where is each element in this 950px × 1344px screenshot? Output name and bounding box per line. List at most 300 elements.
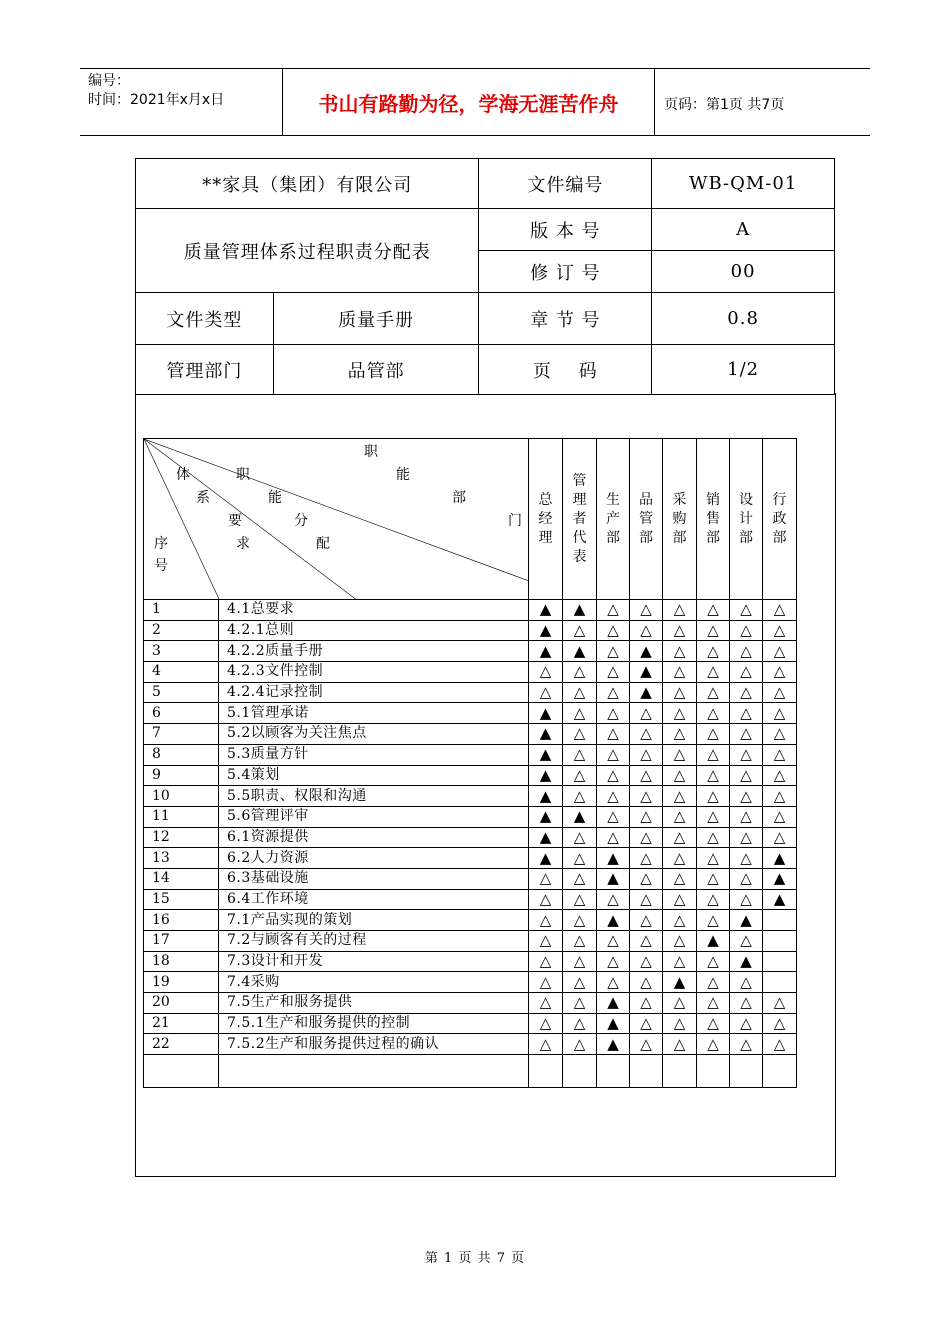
responsibility-mark: △ (730, 786, 763, 807)
responsibility-mark (763, 951, 797, 972)
empty-cell (663, 1055, 697, 1088)
responsibility-mark: △ (730, 993, 763, 1014)
section-label: 章 节 号 (479, 293, 652, 345)
responsibility-mark: △ (697, 806, 730, 827)
responsibility-mark: △ (663, 600, 697, 621)
responsibility-mark: ▲ (529, 786, 563, 807)
responsibility-mark (763, 910, 797, 931)
empty-cell (597, 1055, 630, 1088)
corner-word: 要 (228, 513, 242, 529)
matrix-row (144, 889, 797, 910)
corner-word: 门 (508, 513, 522, 529)
responsibility-mark: △ (563, 682, 597, 703)
responsibility-mark: △ (597, 765, 630, 786)
responsibility-mark: △ (730, 765, 763, 786)
responsibility-mark: △ (529, 868, 563, 889)
responsibility-mark: △ (663, 806, 697, 827)
responsibility-mark: △ (730, 662, 763, 683)
matrix-row (144, 724, 797, 745)
responsibility-mark: △ (697, 827, 730, 848)
responsibility-mark: △ (597, 806, 630, 827)
matrix-row (144, 765, 797, 786)
corner-word: 配 (316, 536, 330, 552)
responsibility-mark: △ (630, 765, 663, 786)
responsibility-mark: △ (630, 889, 663, 910)
empty-cell (563, 1055, 597, 1088)
matrix-row (144, 827, 797, 848)
responsibility-mark: △ (663, 931, 697, 952)
requirement-clause: 4.2.4记录控制 (219, 682, 529, 703)
matrix-row (144, 806, 797, 827)
responsibility-mark: ▲ (563, 641, 597, 662)
responsibility-mark: △ (763, 993, 797, 1014)
row-number: 13 (144, 848, 219, 869)
requirement-clause: 7.3设计和开发 (219, 951, 529, 972)
requirement-clause: 5.3质量方针 (219, 744, 529, 765)
banner-motto: 书山有路勤为径，学海无涯苦作舟 (318, 92, 619, 116)
corner-word: 能 (396, 467, 410, 483)
document-header-table (135, 158, 835, 395)
responsibility-mark: △ (663, 848, 697, 869)
empty-cell (730, 1055, 763, 1088)
responsibility-mark: △ (663, 1034, 697, 1055)
matrix-row (144, 641, 797, 662)
responsibility-mark: △ (763, 744, 797, 765)
responsibility-mark: ▲ (529, 806, 563, 827)
responsibility-mark: △ (763, 786, 797, 807)
responsibility-mark: △ (529, 1013, 563, 1034)
matrix-corner-header (144, 439, 529, 600)
requirement-clause: 6.2人力资源 (219, 848, 529, 869)
empty-cell (630, 1055, 663, 1088)
row-number: 22 (144, 1034, 219, 1055)
responsibility-mark: △ (563, 848, 597, 869)
empty-cell (529, 1055, 563, 1088)
dept-header (630, 439, 663, 600)
requirement-clause: 5.6管理评审 (219, 806, 529, 827)
banner-number-label: 编号： (88, 73, 130, 89)
responsibility-mark: △ (597, 786, 630, 807)
matrix-row (144, 972, 797, 993)
responsibility-mark: △ (763, 682, 797, 703)
requirement-clause: 7.5.2生产和服务提供过程的确认 (219, 1034, 529, 1055)
responsibility-mark: ▲ (597, 1013, 630, 1034)
responsibility-mark: △ (597, 682, 630, 703)
requirement-clause: 5.1管理承诺 (219, 703, 529, 724)
responsibility-mark: △ (563, 931, 597, 952)
responsibility-mark: △ (630, 951, 663, 972)
matrix-row (144, 848, 797, 869)
requirement-clause: 5.4策划 (219, 765, 529, 786)
dept-header-label: 采购部 (672, 491, 687, 546)
responsibility-mark: △ (763, 806, 797, 827)
dept-header (697, 439, 730, 600)
responsibility-mark: △ (597, 827, 630, 848)
responsibility-mark: △ (563, 868, 597, 889)
dept-header (663, 439, 697, 600)
responsibility-mark: △ (597, 951, 630, 972)
dept-header-label: 总经理 (538, 491, 553, 546)
responsibility-mark: △ (663, 662, 697, 683)
responsibility-mark: △ (597, 662, 630, 683)
responsibility-mark: △ (597, 620, 630, 641)
responsibility-mark: △ (763, 641, 797, 662)
version-label: 版 本 号 (479, 209, 652, 251)
dept-header (597, 439, 630, 600)
responsibility-mark: △ (763, 703, 797, 724)
responsibility-mark: △ (763, 765, 797, 786)
responsibility-mark: ▲ (529, 848, 563, 869)
banner-top-rule (80, 68, 870, 69)
row-number: 11 (144, 806, 219, 827)
responsibility-mark: ▲ (597, 993, 630, 1014)
responsibility-mark: ▲ (597, 910, 630, 931)
revision-label: 修 订 号 (479, 251, 652, 293)
responsibility-mark: △ (697, 868, 730, 889)
row-number: 14 (144, 868, 219, 889)
responsibility-mark: △ (563, 993, 597, 1014)
row-number: 21 (144, 1013, 219, 1034)
responsibility-mark: △ (663, 951, 697, 972)
page-label: 页 码 (479, 345, 652, 395)
responsibility-mark: △ (697, 620, 730, 641)
responsibility-mark: △ (730, 972, 763, 993)
row-number: 3 (144, 641, 219, 662)
responsibility-mark: △ (563, 1013, 597, 1034)
responsibility-mark: △ (730, 682, 763, 703)
dept-header (730, 439, 763, 600)
responsibility-mark: △ (563, 889, 597, 910)
responsibility-mark: △ (663, 868, 697, 889)
responsibility-mark: △ (630, 1034, 663, 1055)
responsibility-mark: △ (697, 765, 730, 786)
responsibility-mark: △ (730, 868, 763, 889)
responsibility-mark: △ (697, 786, 730, 807)
responsibility-mark: △ (529, 951, 563, 972)
responsibility-mark: ▲ (529, 744, 563, 765)
responsibility-mark: △ (563, 620, 597, 641)
responsibility-mark: △ (697, 910, 730, 931)
responsibility-mark: ▲ (763, 868, 797, 889)
responsibility-mark: ▲ (630, 662, 663, 683)
responsibility-mark: △ (730, 827, 763, 848)
responsibility-mark: △ (563, 1034, 597, 1055)
dept-header (563, 439, 597, 600)
row-number: 9 (144, 765, 219, 786)
requirement-clause: 5.2以顾客为关注焦点 (219, 724, 529, 745)
corner-word: 职 (364, 444, 378, 460)
responsibility-mark: △ (630, 724, 663, 745)
responsibility-mark: △ (563, 910, 597, 931)
matrix-row-empty (144, 1055, 797, 1088)
responsibility-mark (763, 931, 797, 952)
corner-word: 体 (176, 467, 190, 483)
responsibility-mark: △ (697, 641, 730, 662)
responsibility-mark: △ (563, 765, 597, 786)
responsibility-mark: △ (763, 662, 797, 683)
responsibility-mark: △ (730, 931, 763, 952)
matrix-row (144, 931, 797, 952)
dept-header-label: 销售部 (706, 491, 720, 546)
matrix-row (144, 910, 797, 931)
responsibility-mark: ▲ (663, 972, 697, 993)
row-number: 15 (144, 889, 219, 910)
row-number: 4 (144, 662, 219, 683)
dept-header-label: 设计部 (739, 491, 753, 546)
responsibility-mark: △ (597, 703, 630, 724)
responsibility-mark: △ (730, 600, 763, 621)
responsibility-mark: △ (630, 620, 663, 641)
matrix-row (144, 744, 797, 765)
responsibility-mark: △ (563, 744, 597, 765)
row-number: 5 (144, 682, 219, 703)
responsibility-mark: △ (597, 641, 630, 662)
responsibility-mark: △ (697, 848, 730, 869)
responsibility-mark: △ (630, 931, 663, 952)
responsibility-mark: △ (663, 744, 697, 765)
responsibility-mark: △ (697, 993, 730, 1014)
empty-cell (697, 1055, 730, 1088)
responsibility-mark: △ (630, 806, 663, 827)
matrix-row (144, 951, 797, 972)
requirement-clause: 7.4采购 (219, 972, 529, 993)
requirement-clause: 6.4工作环境 (219, 889, 529, 910)
dept-header-label: 品管部 (639, 491, 653, 546)
responsibility-mark: △ (697, 744, 730, 765)
responsibility-mark: ▲ (730, 910, 763, 931)
responsibility-mark: ▲ (563, 806, 597, 827)
responsibility-mark: △ (763, 724, 797, 745)
requirement-clause: 4.2.3文件控制 (219, 662, 529, 683)
matrix-row (144, 662, 797, 683)
responsibility-mark: △ (697, 972, 730, 993)
responsibility-mark: △ (630, 972, 663, 993)
requirement-clause: 6.1资源提供 (219, 827, 529, 848)
responsibility-mark: △ (563, 951, 597, 972)
corner-diagonals (144, 439, 529, 599)
responsibility-mark: △ (630, 848, 663, 869)
doc-no-value: WB-QM-01 (652, 159, 835, 209)
responsibility-mark: △ (697, 703, 730, 724)
row-number: 7 (144, 724, 219, 745)
revision-value: 00 (652, 251, 835, 293)
row-number: 20 (144, 993, 219, 1014)
matrix-row (144, 1013, 797, 1034)
responsibility-mark: △ (730, 620, 763, 641)
responsibility-mark: △ (663, 724, 697, 745)
row-number: 12 (144, 827, 219, 848)
responsibility-mark: △ (663, 786, 697, 807)
responsibility-mark: △ (663, 1013, 697, 1034)
responsibility-mark: △ (597, 931, 630, 952)
responsibility-mark: ▲ (529, 703, 563, 724)
corner-word: 序 (154, 536, 168, 552)
corner-word: 求 (236, 536, 250, 552)
document-title: 质量管理体系过程职责分配表 (136, 209, 479, 293)
requirement-clause: 4.2.1总则 (219, 620, 529, 641)
responsibility-mark: △ (597, 600, 630, 621)
responsibility-mark: △ (630, 744, 663, 765)
row-number: 16 (144, 910, 219, 931)
dept-label: 管理部门 (136, 345, 274, 395)
responsibility-mark: △ (529, 931, 563, 952)
responsibility-mark: △ (630, 910, 663, 931)
responsibility-mark: △ (630, 703, 663, 724)
responsibility-mark: ▲ (529, 765, 563, 786)
responsibility-mark: △ (563, 972, 597, 993)
row-number: 2 (144, 620, 219, 641)
requirement-clause: 6.3基础设施 (219, 868, 529, 889)
responsibility-mark: ▲ (563, 600, 597, 621)
company-name: **家具（集团）有限公司 (136, 159, 479, 209)
responsibility-mark: △ (763, 1013, 797, 1034)
responsibility-mark: ▲ (630, 641, 663, 662)
responsibility-mark: △ (697, 1013, 730, 1034)
doc-no-label: 文件编号 (479, 159, 652, 209)
empty-cell (144, 1055, 219, 1088)
responsibility-mark: △ (630, 600, 663, 621)
dept-header-label: 生产部 (606, 491, 620, 546)
responsibility-mark: △ (763, 620, 797, 641)
row-number: 17 (144, 931, 219, 952)
matrix-row (144, 1034, 797, 1055)
responsibility-mark: △ (563, 786, 597, 807)
responsibility-mark: △ (663, 889, 697, 910)
responsibility-mark: △ (763, 1034, 797, 1055)
responsibility-mark: △ (663, 620, 697, 641)
responsibility-mark: △ (563, 724, 597, 745)
responsibility-mark: △ (730, 744, 763, 765)
corner-word: 部 (452, 490, 466, 506)
responsibility-mark: △ (697, 724, 730, 745)
responsibility-mark: △ (630, 827, 663, 848)
empty-cell (219, 1055, 529, 1088)
row-number: 18 (144, 951, 219, 972)
responsibility-mark: ▲ (730, 951, 763, 972)
responsibility-mark: △ (597, 889, 630, 910)
file-type-value: 质量手册 (273, 293, 479, 345)
section-value: 0.8 (652, 293, 835, 345)
row-number: 6 (144, 703, 219, 724)
responsibility-mark: △ (529, 682, 563, 703)
dept-header (763, 439, 797, 600)
dept-header-label: 管理者代表 (572, 472, 587, 565)
corner-word: 系 (196, 490, 210, 506)
responsibility-mark: △ (730, 889, 763, 910)
responsibility-mark: △ (697, 951, 730, 972)
row-number: 8 (144, 744, 219, 765)
responsibility-mark: △ (563, 827, 597, 848)
responsibility-mark: △ (663, 641, 697, 662)
requirement-clause: 7.2与顾客有关的过程 (219, 931, 529, 952)
responsibility-mark: ▲ (529, 827, 563, 848)
dept-header (529, 439, 563, 600)
responsibility-mark: △ (697, 682, 730, 703)
row-number: 1 (144, 600, 219, 621)
banner-bottom-rule (80, 135, 870, 136)
responsibility-mark: △ (630, 868, 663, 889)
corner-word: 分 (294, 513, 308, 529)
responsibility-mark: △ (730, 848, 763, 869)
matrix-row (144, 993, 797, 1014)
dept-value: 品管部 (273, 345, 479, 395)
responsibility-mark: △ (663, 682, 697, 703)
requirement-clause: 4.1总要求 (219, 600, 529, 621)
responsibility-mark: ▲ (630, 682, 663, 703)
responsibility-mark: △ (730, 1034, 763, 1055)
row-number: 19 (144, 972, 219, 993)
corner-word: 号 (154, 558, 168, 574)
responsibility-mark: ▲ (697, 931, 730, 952)
responsibility-matrix (143, 438, 797, 1088)
responsibility-mark: ▲ (597, 868, 630, 889)
matrix-row (144, 786, 797, 807)
matrix-row (144, 682, 797, 703)
responsibility-mark: △ (630, 993, 663, 1014)
responsibility-mark: △ (597, 724, 630, 745)
corner-word: 能 (268, 490, 282, 506)
responsibility-mark: ▲ (529, 641, 563, 662)
responsibility-mark: △ (663, 703, 697, 724)
matrix-row (144, 703, 797, 724)
responsibility-mark: △ (697, 600, 730, 621)
responsibility-mark: △ (730, 703, 763, 724)
requirement-clause: 7.5生产和服务提供 (219, 993, 529, 1014)
requirement-clause: 4.2.2质量手册 (219, 641, 529, 662)
banner-page-label: 页码：第1页 共7页 (664, 97, 785, 113)
responsibility-mark: ▲ (763, 848, 797, 869)
responsibility-mark: △ (529, 1034, 563, 1055)
responsibility-mark: △ (563, 703, 597, 724)
page-value: 1/2 (652, 345, 835, 395)
matrix-row (144, 620, 797, 641)
banner-divider-right (654, 68, 655, 136)
responsibility-mark: △ (730, 724, 763, 745)
requirement-clause: 5.5职责、权限和沟通 (219, 786, 529, 807)
responsibility-mark: △ (763, 600, 797, 621)
requirement-clause: 7.1产品实现的策划 (219, 910, 529, 931)
matrix-row (144, 868, 797, 889)
responsibility-mark: △ (630, 786, 663, 807)
responsibility-mark: ▲ (763, 889, 797, 910)
page-footer: 第 1 页 共 7 页 (424, 1251, 526, 1266)
version-value: A (652, 209, 835, 251)
file-type-label: 文件类型 (136, 293, 274, 345)
responsibility-mark: △ (697, 662, 730, 683)
responsibility-mark (763, 972, 797, 993)
corner-word: 职 (236, 467, 250, 483)
dept-header-label: 行政部 (772, 491, 787, 546)
matrix-row (144, 600, 797, 621)
empty-cell (763, 1055, 797, 1088)
responsibility-mark: △ (730, 1013, 763, 1034)
banner-date-label: 时间：2021年x月x日 (88, 92, 225, 108)
responsibility-mark: △ (663, 827, 697, 848)
responsibility-mark: △ (529, 972, 563, 993)
responsibility-mark: △ (697, 1034, 730, 1055)
responsibility-mark: ▲ (529, 600, 563, 621)
responsibility-mark: △ (563, 662, 597, 683)
responsibility-mark: △ (597, 744, 630, 765)
responsibility-mark: △ (763, 827, 797, 848)
requirement-clause: 7.5.1生产和服务提供的控制 (219, 1013, 529, 1034)
responsibility-mark: △ (529, 662, 563, 683)
responsibility-mark: △ (730, 641, 763, 662)
responsibility-mark: △ (529, 889, 563, 910)
responsibility-mark: △ (697, 889, 730, 910)
responsibility-mark: △ (663, 910, 697, 931)
responsibility-mark: ▲ (597, 1034, 630, 1055)
